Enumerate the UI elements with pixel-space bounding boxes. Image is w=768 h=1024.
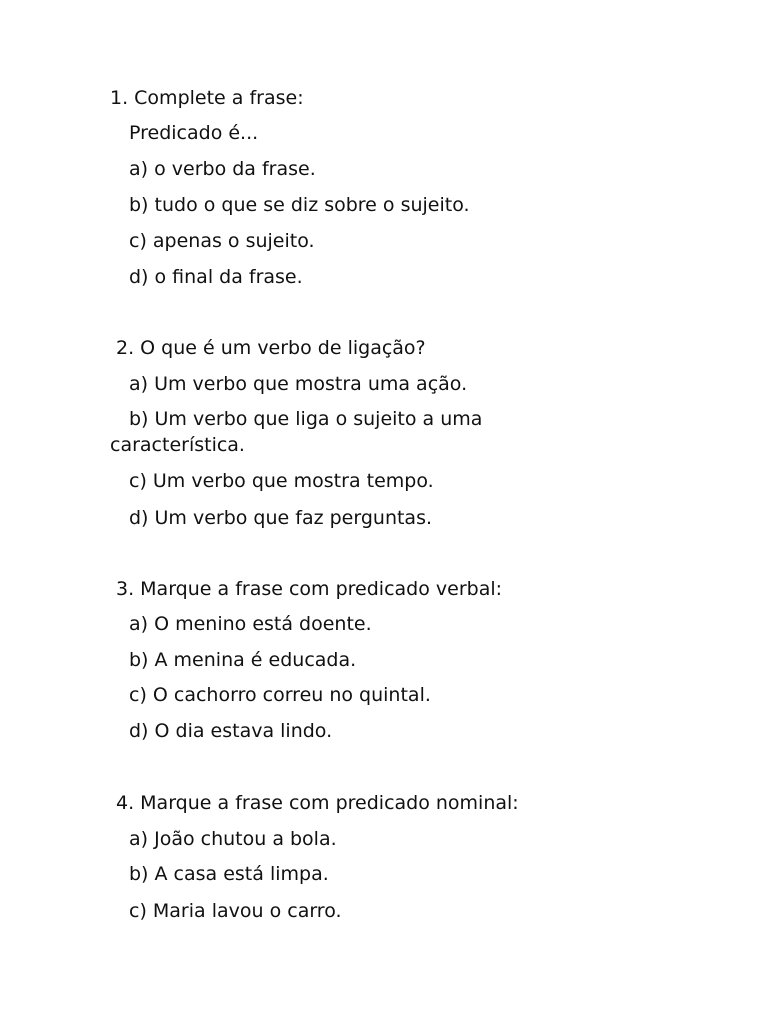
question-2-option-b: b) Um verbo que liga o sujeito a uma [129,408,483,430]
question-2-prompt: 2. O que é um verbo de ligação? [116,337,426,359]
question-3-prompt: 3. Marque a frase com predicado verbal: [116,578,503,600]
question-2-option-b-continued: característica. [110,434,245,456]
question-1-option-c: c) apenas o sujeito. [129,230,315,252]
question-3-option-b: b) A menina é educada. [129,649,357,671]
question-1-option-b: b) tudo o que se diz sobre o sujeito. [129,194,470,216]
question-4-option-b: b) A casa está limpa. [129,863,329,885]
question-2-option-d: d) Um verbo que faz perguntas. [129,507,433,529]
question-4-option-c: c) Maria lavou o carro. [129,900,342,922]
question-3-option-a: a) O menino está doente. [129,613,372,635]
question-2-option-c: c) Um verbo que mostra tempo. [129,470,434,492]
question-1-option-d: d) o final da frase. [129,266,303,288]
question-1-option-a: a) o verbo da frase. [129,158,316,180]
question-3-option-d: d) O dia estava lindo. [129,720,333,742]
question-1-prompt: 1. Complete a frase: [110,87,304,109]
question-3-option-c: c) O cachorro correu no quintal. [129,684,431,706]
question-4-prompt: 4. Marque a frase com predicado nominal: [116,792,519,814]
question-4-option-a: a) João chutou a bola. [129,828,337,850]
question-1-intro: Predicado é... [129,122,259,144]
question-2-option-a: a) Um verbo que mostra uma ação. [129,373,468,395]
